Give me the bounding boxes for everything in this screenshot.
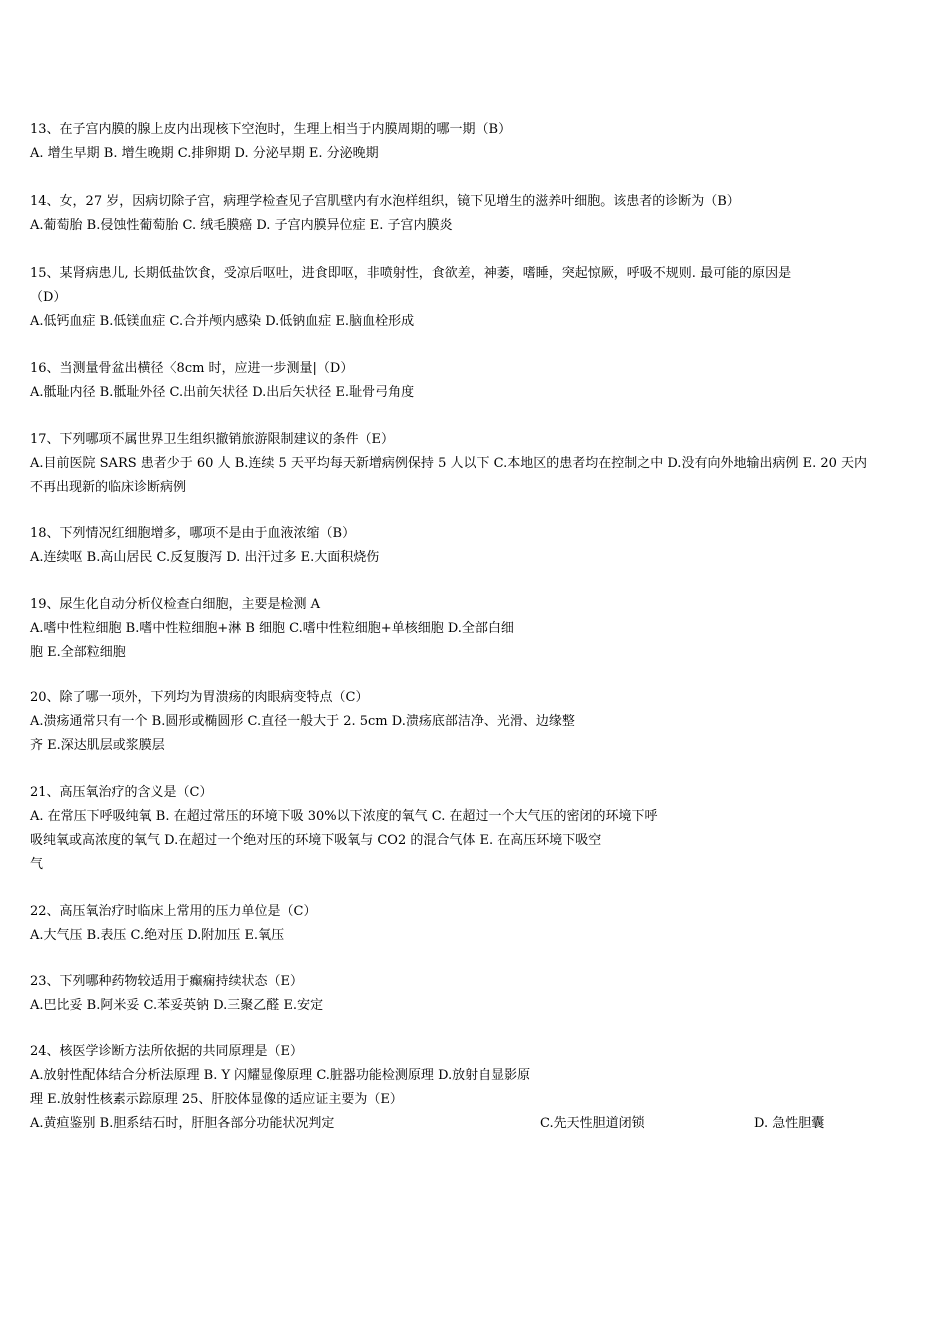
question-20 (30, 686, 922, 758)
question-options: A.大气压 B.表压 C.绝对压 D.附加压 E.氧压 (30, 928, 285, 943)
question-options: A.骶耻内径 B.骶耻外径 C.出前矢状径 D.出后矢状径 E.耻骨弓角度 (30, 385, 415, 400)
option-ab: A.黄疸鉴别 B.胆系结石时，肝胆各部分功能状况判定 (30, 1116, 335, 1131)
question-text: 13、在子宫内膜的腺上皮内出现核下空泡时，生理上相当于内膜周期的哪一期（B） (30, 122, 512, 137)
question-24 (30, 1040, 922, 1136)
question-options: A. 增生早期 B. 增生晚期 C.排卵期 D. 分泌早期 E. 分泌晚期 (30, 146, 379, 161)
question-options-continued: 理 E.放射性核素示踪原理 25、肝胶体显像的适应证主要为（E） (30, 1092, 403, 1107)
question-options-continued: 吸纯氧或高浓度的氧气 D.在超过一个绝对压的环境下吸氧与 CO2 的混合气体 E. 在高压环境下吸空 (30, 833, 602, 848)
question-23 (30, 970, 922, 1018)
question-21 (30, 781, 922, 877)
question-options: A.葡萄胎 B.侵蚀性葡萄胎 C. 绒毛膜癌 D. 子宫内膜异位症 E. 子宫内膜炎 (30, 218, 453, 233)
question-options: A.连续呕 B.高山居民 C.反复腹泻 D. 出汗过多 E.大面积烧伤 (30, 550, 380, 565)
question-22 (30, 900, 922, 948)
question-options: A.放射性配体结合分析法原理 B. Y 闪耀显像原理 C.脏器功能检测原理 D.放射自显影原 (30, 1068, 531, 1083)
question-18 (30, 522, 922, 570)
question-15 (30, 262, 922, 334)
question-19 (30, 593, 922, 665)
question-text: 23、下列哪种药物较适用于癫痫持续状态（E） (30, 974, 304, 989)
question-text: 19、尿生化自动分析仪检查白细胞，主要是检测 A (30, 597, 321, 612)
question-options: A.低钙血症 B.低镁血症 C.合并颅内感染 D.低钠血症 E.脑血栓形成 (30, 314, 415, 329)
option-d: D. 急性胆囊 (754, 1116, 825, 1131)
question-options-continued: 气 (30, 857, 44, 872)
question-13 (30, 118, 922, 166)
question-text: 21、高压氧治疗的含义是（C） (30, 785, 213, 800)
question-text: 24、核医学诊断方法所依据的共同原理是（E） (30, 1044, 304, 1059)
question-options: A. 在常压下呼吸纯氧 B. 在超过常压的环境下吸 30%以下浓度的氧气 C. 在超过一个大气压的密闭的环境下呼 (30, 809, 658, 824)
question-options: A.目前医院 SARS 患者少于 60 人 B.连续 5 天平均每天新增病例保持 5 人以下 C.本地区的患者均在控制之中 D.没有向外地输出病例 E. 20 天内 (30, 456, 868, 471)
question-text: 15、某肾病患儿, 长期低盐饮食，受凉后呕吐，进食即呕，非喷射性，食欲差，神萎，嗜睡，突起惊厥，呼吸不规则. 最可能的原因是 (30, 266, 792, 281)
question-options: A.溃疡通常只有一个 B.圆形或椭圆形 C.直径一般大于 2. 5cm D.溃疡底部洁净、光滑、边缘整 (30, 714, 575, 729)
question-17 (30, 428, 922, 500)
question-text: 20、除了哪一项外，下列均为胃溃疡的肉眼病变特点（C） (30, 690, 369, 705)
question-options: A.嗜中性粒细胞 B.嗜中性粒细胞+淋 B 细胞 C.嗜中性粒细胞+单核细胞 D.全部白细 (30, 621, 514, 636)
question-text: 18、下列情况红细胞增多，哪项不是由于血液浓缩（B） (30, 526, 356, 541)
question-text: 17、下列哪项不属世界卫生组织撤销旅游限制建议的条件（E） (30, 432, 395, 447)
question-answer: （D） (30, 290, 67, 305)
option-c: C.先天性胆道闭锁 (540, 1116, 645, 1131)
question-options-continued: 不再出现新的临床诊断病例 (30, 480, 187, 495)
question-16 (30, 357, 922, 405)
question-text: 22、高压氧治疗时临床上常用的压力单位是（C） (30, 904, 317, 919)
question-14 (30, 190, 922, 238)
question-options-continued: 齐 E.深达肌层或浆膜层 (30, 738, 165, 753)
question-text: 14、女，27 岁，因病切除子宫，病理学检查见子宫肌壁内有水泡样组织，镜下见增生的滋养叶细胞。该患者的诊断为（B） (30, 194, 740, 209)
question-text: 16、当测量骨盆出横径〈8cm 时，应进一步测量|（D） (30, 361, 354, 376)
question-options-continued: 胞 E.全部粒细胞 (30, 645, 126, 660)
question-options: A.巴比妥 B.阿米妥 C.苯妥英钠 D.三聚乙醛 E.安定 (30, 998, 324, 1013)
question-25-options-row (30, 1112, 922, 1136)
